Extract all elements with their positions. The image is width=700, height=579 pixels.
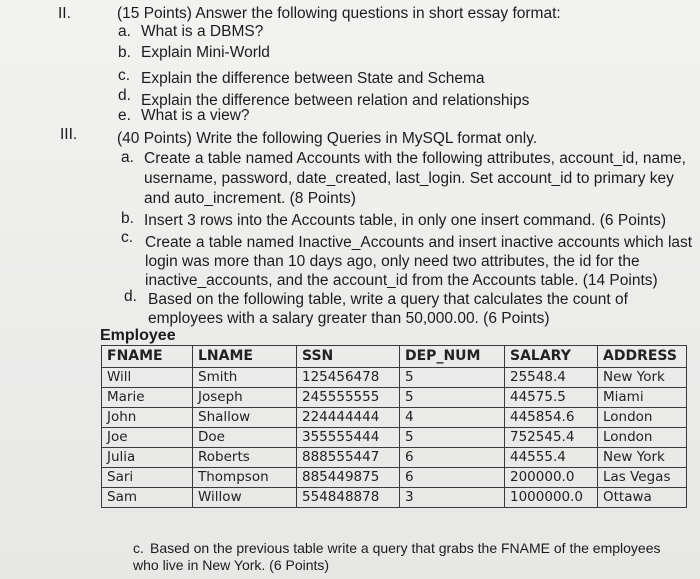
item-marker: c. <box>133 540 144 556</box>
column-header: SSN <box>297 346 400 368</box>
table-cell: Willow <box>193 488 297 508</box>
item-text: What is a view? <box>141 107 250 124</box>
table-cell: 6 <box>400 448 505 468</box>
table-title: Employee <box>100 327 176 344</box>
item-line: and auto_increment. (8 Points) <box>144 190 356 207</box>
item-line: inactive_accounts, and the account_id from the Accounts table. (14 Points) <box>145 272 658 289</box>
table-row <box>102 388 687 408</box>
table-cell: Shallow <box>193 408 297 428</box>
table-cell: 3 <box>400 488 505 508</box>
item-marker: b. <box>121 210 134 227</box>
table-row <box>102 488 687 508</box>
table-row <box>102 408 687 428</box>
table-cell: 6 <box>400 468 505 488</box>
table-cell: Marie <box>102 388 193 408</box>
section-numeral: II. <box>58 5 71 22</box>
item-marker: a. <box>118 23 131 40</box>
item-marker: c. <box>118 67 131 84</box>
table-cell: Sari <box>102 468 193 488</box>
item-line: username, password, date_created, last_login. Set account_id to primary key <box>144 170 674 187</box>
table-cell: 5 <box>400 428 505 448</box>
item-marker: e. <box>118 107 131 124</box>
table-header-row <box>102 346 687 368</box>
table-cell: 44555.4 <box>505 448 598 468</box>
item-text: Explain Mini-World <box>141 44 270 61</box>
table-cell: Thompson <box>193 468 297 488</box>
item-marker: b. <box>118 44 131 61</box>
item-line: Based on the following table, write a query that calculates the count of <box>148 291 628 308</box>
table-cell: 200000.0 <box>505 468 598 488</box>
table-cell: 885449875 <box>297 468 400 488</box>
item-line: employees with a salary greater than 50,000.00. (6 Points) <box>148 310 550 327</box>
table-cell: 888555447 <box>297 448 400 468</box>
table-cell: 355555444 <box>297 428 400 448</box>
item-text: Explain the difference between relation and relationships <box>141 92 530 109</box>
table-cell: 5 <box>400 388 505 408</box>
item-line: login was more than 10 days ago, only need two attributes, the id for the <box>145 253 640 270</box>
item-text: What is a DBMS? <box>141 23 264 40</box>
column-header: DEP_NUM <box>400 346 505 368</box>
table-cell: Will <box>102 368 193 388</box>
table-cell: 554848878 <box>297 488 400 508</box>
table-cell: Doe <box>193 428 297 448</box>
section-header: (15 Points) Answer the following questions in short essay format: <box>117 5 561 22</box>
table-row <box>102 468 687 488</box>
section-numeral: III. <box>60 126 78 143</box>
table-cell: 44575.5 <box>505 388 598 408</box>
item-line: Based on the previous table write a query that grabs the FNAME of the employees <box>150 540 661 556</box>
table-cell: London <box>598 408 687 428</box>
item-marker: d. <box>124 288 137 305</box>
table-cell: London <box>598 428 687 448</box>
column-header: LNAME <box>193 346 297 368</box>
table-row <box>102 428 687 448</box>
item-line: Insert 3 rows into the Accounts table, in only one insert command. (6 Points) <box>144 212 667 229</box>
table-cell: 5 <box>400 368 505 388</box>
column-header: FNAME <box>102 346 193 368</box>
item-line: who live in New York. (6 Points) <box>133 557 330 573</box>
table-cell: Joseph <box>193 388 297 408</box>
section-header: (40 Points) Write the following Queries in MySQL format only. <box>117 130 538 147</box>
item-line: Create a table named Inactive_Accounts and insert inactive accounts which last <box>145 234 693 251</box>
item-text: Explain the difference between State and Schema <box>141 70 485 87</box>
table-cell: John <box>102 408 193 428</box>
table-cell: Roberts <box>193 448 297 468</box>
table-cell: 1000000.0 <box>505 488 598 508</box>
table-cell: Joe <box>102 428 193 448</box>
table-cell: 245555555 <box>297 388 400 408</box>
column-header: ADDRESS <box>598 346 687 368</box>
item-marker: a. <box>121 149 134 166</box>
employee-table <box>101 345 687 508</box>
table-cell: 4 <box>400 408 505 428</box>
table-cell: Sam <box>102 488 193 508</box>
table-cell: 25548.4 <box>505 368 598 388</box>
table-cell: 224444444 <box>297 408 400 428</box>
table-cell: New York <box>598 448 687 468</box>
table-cell: Smith <box>193 368 297 388</box>
table-cell: 125456478 <box>297 368 400 388</box>
table-cell: Miami <box>598 388 687 408</box>
table-cell: 752545.4 <box>505 428 598 448</box>
item-line: Create a table named Accounts with the following attributes, account_id, name, <box>144 150 686 167</box>
table-cell: Ottawa <box>598 488 687 508</box>
table-cell: Julia <box>102 448 193 468</box>
item-marker: d. <box>118 87 131 104</box>
table-cell: 445854.6 <box>505 408 598 428</box>
column-header: SALARY <box>505 346 598 368</box>
table-row <box>102 448 687 468</box>
table-cell: New York <box>598 368 687 388</box>
table-row <box>102 368 687 388</box>
table-cell: Las Vegas <box>598 468 687 488</box>
item-marker: c. <box>121 229 134 246</box>
